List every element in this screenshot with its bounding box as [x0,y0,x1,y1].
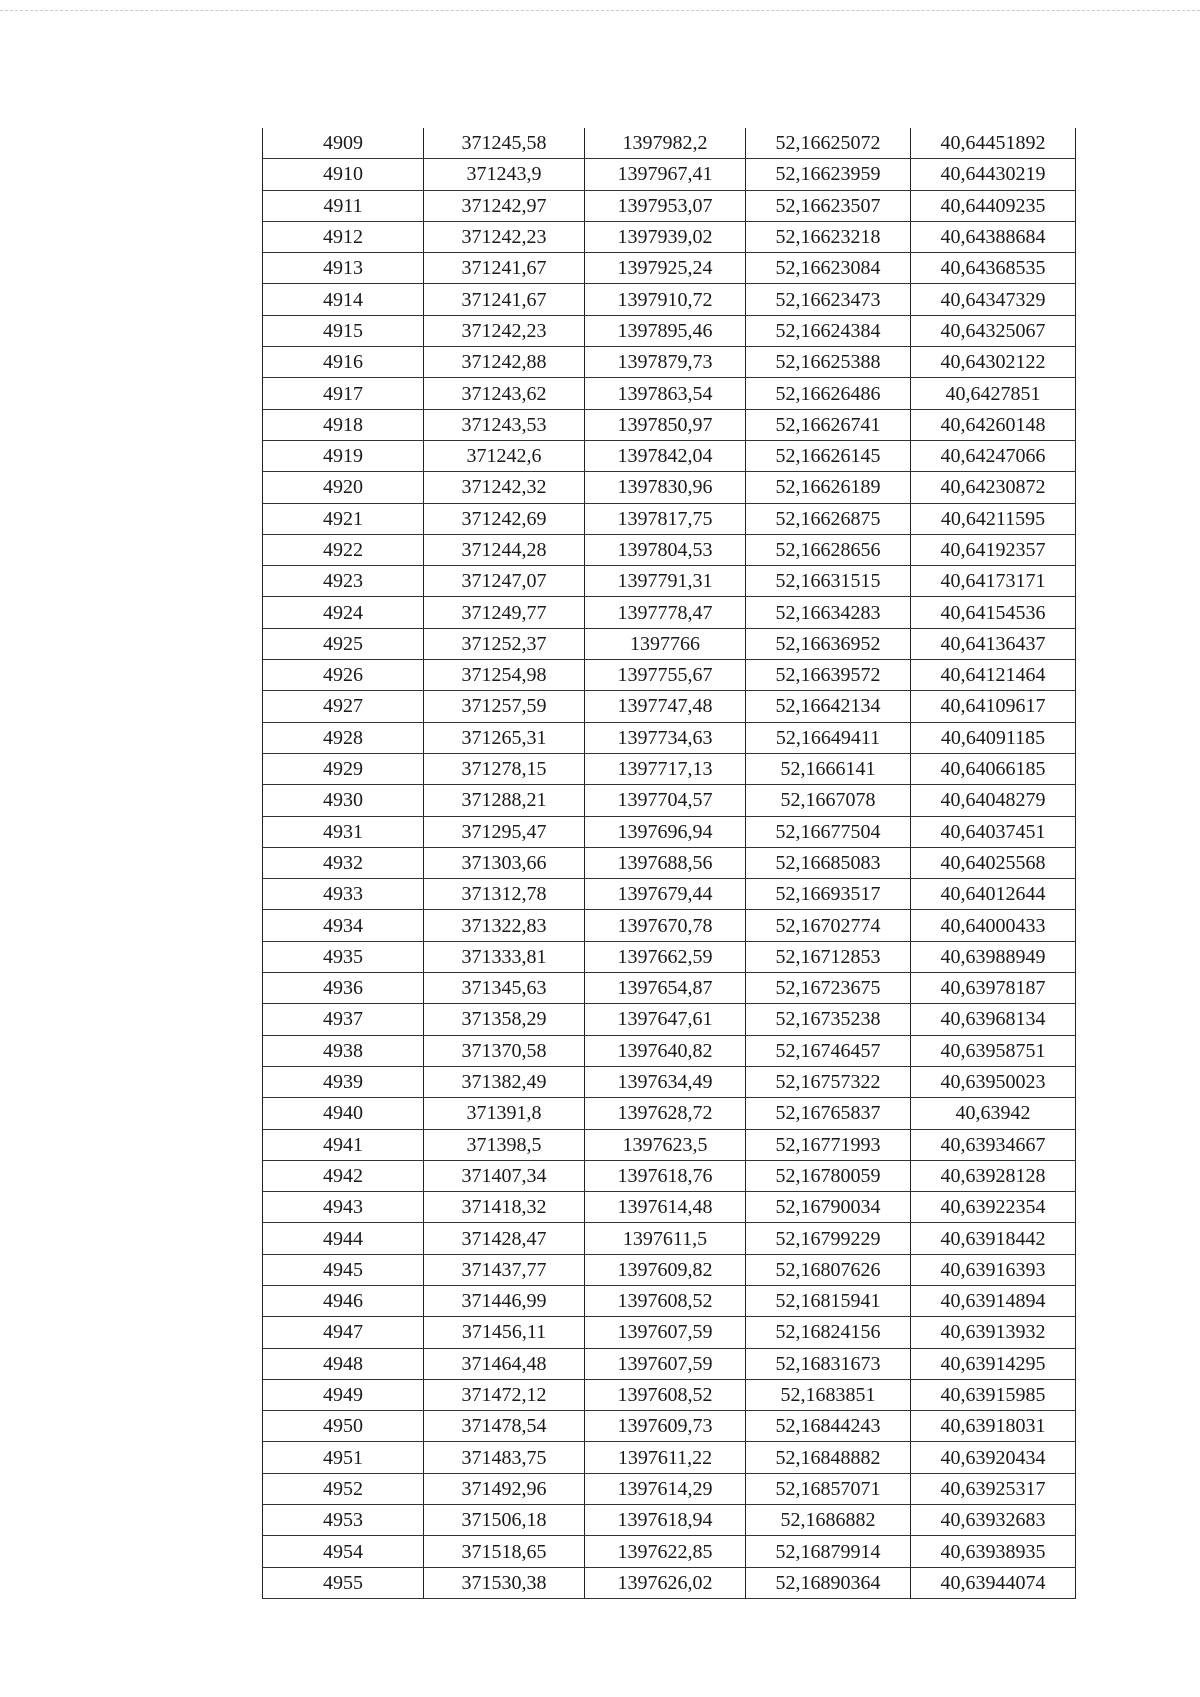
x-coordinate-cell: 371345,63 [424,973,585,1004]
longitude-cell: 40,63932683 [911,1505,1076,1536]
x-coordinate-cell: 371242,97 [424,190,585,221]
table-row [263,190,1076,221]
longitude-cell: 40,64192357 [911,534,1076,565]
point-number-cell: 4930 [263,785,424,816]
table-row [263,1442,1076,1473]
longitude-cell: 40,63914295 [911,1348,1076,1379]
latitude-cell: 52,16628656 [746,534,911,565]
x-coordinate-cell: 371242,23 [424,221,585,252]
latitude-cell: 52,16807626 [746,1254,911,1285]
latitude-cell: 52,16848882 [746,1442,911,1473]
longitude-cell: 40,63978187 [911,973,1076,1004]
point-number-cell: 4942 [263,1160,424,1191]
latitude-cell: 52,16712853 [746,941,911,972]
longitude-cell: 40,63988949 [911,941,1076,972]
x-coordinate-cell: 371530,38 [424,1567,585,1598]
x-coordinate-cell: 371245,58 [424,128,585,159]
longitude-cell: 40,64109617 [911,691,1076,722]
point-number-cell: 4950 [263,1411,424,1442]
latitude-cell: 52,16799229 [746,1223,911,1254]
y-coordinate-cell: 1397628,72 [585,1098,746,1129]
longitude-cell: 40,63934667 [911,1129,1076,1160]
point-number-cell: 4953 [263,1505,424,1536]
latitude-cell: 52,16623507 [746,190,911,221]
longitude-cell: 40,63968134 [911,1004,1076,1035]
x-coordinate-cell: 371446,99 [424,1285,585,1316]
point-number-cell: 4928 [263,722,424,753]
latitude-cell: 52,16844243 [746,1411,911,1442]
y-coordinate-cell: 1397647,61 [585,1004,746,1035]
point-number-cell: 4935 [263,941,424,972]
y-coordinate-cell: 1397717,13 [585,753,746,784]
table-row [263,941,1076,972]
y-coordinate-cell: 1397778,47 [585,597,746,628]
table-row [263,879,1076,910]
point-number-cell: 4917 [263,378,424,409]
point-number-cell: 4929 [263,753,424,784]
y-coordinate-cell: 1397622,85 [585,1536,746,1567]
latitude-cell: 52,16634283 [746,597,911,628]
y-coordinate-cell: 1397670,78 [585,910,746,941]
point-number-cell: 4948 [263,1348,424,1379]
longitude-cell: 40,63922354 [911,1192,1076,1223]
table-row [263,378,1076,409]
table-row [263,566,1076,597]
point-number-cell: 4912 [263,221,424,252]
table-row [263,253,1076,284]
table-row [263,1567,1076,1598]
y-coordinate-cell: 1397953,07 [585,190,746,221]
latitude-cell: 52,1686882 [746,1505,911,1536]
y-coordinate-cell: 1397939,02 [585,221,746,252]
y-coordinate-cell: 1397618,94 [585,1505,746,1536]
point-number-cell: 4945 [263,1254,424,1285]
table-row [263,503,1076,534]
latitude-cell: 52,16857071 [746,1473,911,1504]
x-coordinate-cell: 371464,48 [424,1348,585,1379]
table-row [263,1379,1076,1410]
x-coordinate-cell: 371492,96 [424,1473,585,1504]
latitude-cell: 52,16626189 [746,472,911,503]
x-coordinate-cell: 371278,15 [424,753,585,784]
latitude-cell: 52,16639572 [746,660,911,691]
point-number-cell: 4947 [263,1317,424,1348]
latitude-cell: 52,16623084 [746,253,911,284]
x-coordinate-cell: 371247,07 [424,566,585,597]
y-coordinate-cell: 1397982,2 [585,128,746,159]
latitude-cell: 52,1666141 [746,753,911,784]
y-coordinate-cell: 1397608,52 [585,1379,746,1410]
longitude-cell: 40,63913932 [911,1317,1076,1348]
table-row [263,472,1076,503]
point-number-cell: 4916 [263,347,424,378]
latitude-cell: 52,16824156 [746,1317,911,1348]
y-coordinate-cell: 1397696,94 [585,816,746,847]
latitude-cell: 52,16746457 [746,1035,911,1066]
latitude-cell: 52,1667078 [746,785,911,816]
latitude-cell: 52,16626145 [746,440,911,471]
latitude-cell: 52,16623473 [746,284,911,315]
y-coordinate-cell: 1397609,73 [585,1411,746,1442]
longitude-cell: 40,64154536 [911,597,1076,628]
latitude-cell: 52,16780059 [746,1160,911,1191]
point-number-cell: 4920 [263,472,424,503]
latitude-cell: 52,16757322 [746,1066,911,1097]
latitude-cell: 52,16790034 [746,1192,911,1223]
point-number-cell: 4941 [263,1129,424,1160]
scan-edge-line [0,10,1200,11]
longitude-cell: 40,64347329 [911,284,1076,315]
y-coordinate-cell: 1397925,24 [585,253,746,284]
longitude-cell: 40,64091185 [911,722,1076,753]
longitude-cell: 40,63942 [911,1098,1076,1129]
point-number-cell: 4939 [263,1066,424,1097]
y-coordinate-cell: 1397863,54 [585,378,746,409]
point-number-cell: 4946 [263,1285,424,1316]
table-row [263,1411,1076,1442]
point-number-cell: 4909 [263,128,424,159]
x-coordinate-cell: 371333,81 [424,941,585,972]
point-number-cell: 4955 [263,1567,424,1598]
x-coordinate-cell: 371391,8 [424,1098,585,1129]
longitude-cell: 40,6427851 [911,378,1076,409]
table-row [263,128,1076,159]
y-coordinate-cell: 1397611,22 [585,1442,746,1473]
point-number-cell: 4937 [263,1004,424,1035]
longitude-cell: 40,63944074 [911,1567,1076,1598]
longitude-cell: 40,63915985 [911,1379,1076,1410]
longitude-cell: 40,63918442 [911,1223,1076,1254]
point-number-cell: 4952 [263,1473,424,1504]
latitude-cell: 52,16636952 [746,628,911,659]
table-row [263,1317,1076,1348]
latitude-cell: 52,16693517 [746,879,911,910]
y-coordinate-cell: 1397614,29 [585,1473,746,1504]
point-number-cell: 4951 [263,1442,424,1473]
point-number-cell: 4944 [263,1223,424,1254]
latitude-cell: 52,16625388 [746,347,911,378]
longitude-cell: 40,64136437 [911,628,1076,659]
table-row [263,597,1076,628]
y-coordinate-cell: 1397640,82 [585,1035,746,1066]
x-coordinate-cell: 371418,32 [424,1192,585,1223]
longitude-cell: 40,64121464 [911,660,1076,691]
y-coordinate-cell: 1397755,67 [585,660,746,691]
x-coordinate-cell: 371249,77 [424,597,585,628]
longitude-cell: 40,64430219 [911,159,1076,190]
y-coordinate-cell: 1397817,75 [585,503,746,534]
point-number-cell: 4931 [263,816,424,847]
coordinates-table-body [263,128,1076,1598]
latitude-cell: 52,16623959 [746,159,911,190]
x-coordinate-cell: 371241,67 [424,284,585,315]
table-row [263,753,1076,784]
y-coordinate-cell: 1397910,72 [585,284,746,315]
longitude-cell: 40,64000433 [911,910,1076,941]
table-row [263,1160,1076,1191]
longitude-cell: 40,64037451 [911,816,1076,847]
y-coordinate-cell: 1397607,59 [585,1317,746,1348]
longitude-cell: 40,64247066 [911,440,1076,471]
table-row [263,973,1076,1004]
x-coordinate-cell: 371254,98 [424,660,585,691]
latitude-cell: 52,16771993 [746,1129,911,1160]
y-coordinate-cell: 1397895,46 [585,315,746,346]
x-coordinate-cell: 371407,34 [424,1160,585,1191]
x-coordinate-cell: 371483,75 [424,1442,585,1473]
x-coordinate-cell: 371242,32 [424,472,585,503]
x-coordinate-cell: 371478,54 [424,1411,585,1442]
x-coordinate-cell: 371243,53 [424,409,585,440]
table-row [263,785,1076,816]
latitude-cell: 52,16879914 [746,1536,911,1567]
point-number-cell: 4926 [263,660,424,691]
latitude-cell: 52,16642134 [746,691,911,722]
point-number-cell: 4954 [263,1536,424,1567]
point-number-cell: 4910 [263,159,424,190]
point-number-cell: 4934 [263,910,424,941]
longitude-cell: 40,64066185 [911,753,1076,784]
x-coordinate-cell: 371456,11 [424,1317,585,1348]
y-coordinate-cell: 1397614,48 [585,1192,746,1223]
x-coordinate-cell: 371518,65 [424,1536,585,1567]
y-coordinate-cell: 1397679,44 [585,879,746,910]
longitude-cell: 40,63916393 [911,1254,1076,1285]
table-row [263,315,1076,346]
point-number-cell: 4918 [263,409,424,440]
longitude-cell: 40,64025568 [911,847,1076,878]
longitude-cell: 40,64302122 [911,347,1076,378]
table-row [263,1505,1076,1536]
table-row [263,1254,1076,1285]
table-row [263,1066,1076,1097]
y-coordinate-cell: 1397618,76 [585,1160,746,1191]
longitude-cell: 40,63938935 [911,1536,1076,1567]
y-coordinate-cell: 1397626,02 [585,1567,746,1598]
y-coordinate-cell: 1397634,49 [585,1066,746,1097]
x-coordinate-cell: 371398,5 [424,1129,585,1160]
x-coordinate-cell: 371370,58 [424,1035,585,1066]
longitude-cell: 40,64211595 [911,503,1076,534]
y-coordinate-cell: 1397654,87 [585,973,746,1004]
table-row [263,284,1076,315]
table-row [263,1129,1076,1160]
longitude-cell: 40,63950023 [911,1066,1076,1097]
point-number-cell: 4940 [263,1098,424,1129]
longitude-cell: 40,63918031 [911,1411,1076,1442]
point-number-cell: 4943 [263,1192,424,1223]
point-number-cell: 4911 [263,190,424,221]
table-row [263,910,1076,941]
x-coordinate-cell: 371312,78 [424,879,585,910]
latitude-cell: 52,16890364 [746,1567,911,1598]
latitude-cell: 52,16626875 [746,503,911,534]
table-row [263,1473,1076,1504]
latitude-cell: 52,16626741 [746,409,911,440]
x-coordinate-cell: 371241,67 [424,253,585,284]
table-row [263,440,1076,471]
point-number-cell: 4914 [263,284,424,315]
latitude-cell: 52,16677504 [746,816,911,847]
table-row [263,1004,1076,1035]
table-row [263,1348,1076,1379]
point-number-cell: 4932 [263,847,424,878]
longitude-cell: 40,64451892 [911,128,1076,159]
y-coordinate-cell: 1397791,31 [585,566,746,597]
x-coordinate-cell: 371506,18 [424,1505,585,1536]
y-coordinate-cell: 1397607,59 [585,1348,746,1379]
x-coordinate-cell: 371257,59 [424,691,585,722]
x-coordinate-cell: 371303,66 [424,847,585,878]
point-number-cell: 4921 [263,503,424,534]
longitude-cell: 40,64173171 [911,566,1076,597]
x-coordinate-cell: 371243,62 [424,378,585,409]
x-coordinate-cell: 371428,47 [424,1223,585,1254]
latitude-cell: 52,16685083 [746,847,911,878]
longitude-cell: 40,64048279 [911,785,1076,816]
table-row [263,159,1076,190]
latitude-cell: 52,16649411 [746,722,911,753]
x-coordinate-cell: 371472,12 [424,1379,585,1410]
point-number-cell: 4924 [263,597,424,628]
x-coordinate-cell: 371358,29 [424,1004,585,1035]
table-row [263,1223,1076,1254]
x-coordinate-cell: 371322,83 [424,910,585,941]
y-coordinate-cell: 1397850,97 [585,409,746,440]
latitude-cell: 52,16723675 [746,973,911,1004]
x-coordinate-cell: 371437,77 [424,1254,585,1285]
table-row [263,628,1076,659]
y-coordinate-cell: 1397609,82 [585,1254,746,1285]
x-coordinate-cell: 371288,21 [424,785,585,816]
table-row [263,534,1076,565]
latitude-cell: 52,1683851 [746,1379,911,1410]
table-row [263,816,1076,847]
latitude-cell: 52,16631515 [746,566,911,597]
table-row [263,347,1076,378]
point-number-cell: 4919 [263,440,424,471]
x-coordinate-cell: 371242,6 [424,440,585,471]
longitude-cell: 40,64230872 [911,472,1076,503]
x-coordinate-cell: 371295,47 [424,816,585,847]
point-number-cell: 4925 [263,628,424,659]
table-row [263,221,1076,252]
x-coordinate-cell: 371265,31 [424,722,585,753]
latitude-cell: 52,16623218 [746,221,911,252]
x-coordinate-cell: 371382,49 [424,1066,585,1097]
longitude-cell: 40,64325067 [911,315,1076,346]
longitude-cell: 40,64260148 [911,409,1076,440]
point-number-cell: 4927 [263,691,424,722]
point-number-cell: 4936 [263,973,424,1004]
x-coordinate-cell: 371252,37 [424,628,585,659]
y-coordinate-cell: 1397879,73 [585,347,746,378]
latitude-cell: 52,16831673 [746,1348,911,1379]
point-number-cell: 4923 [263,566,424,597]
latitude-cell: 52,16815941 [746,1285,911,1316]
point-number-cell: 4938 [263,1035,424,1066]
table-row [263,1285,1076,1316]
x-coordinate-cell: 371242,23 [424,315,585,346]
longitude-cell: 40,63925317 [911,1473,1076,1504]
table-row [263,409,1076,440]
latitude-cell: 52,16626486 [746,378,911,409]
latitude-cell: 52,16765837 [746,1098,911,1129]
longitude-cell: 40,63958751 [911,1035,1076,1066]
y-coordinate-cell: 1397766 [585,628,746,659]
x-coordinate-cell: 371242,69 [424,503,585,534]
y-coordinate-cell: 1397704,57 [585,785,746,816]
table-row [263,1536,1076,1567]
table-row [263,660,1076,691]
latitude-cell: 52,16735238 [746,1004,911,1035]
y-coordinate-cell: 1397804,53 [585,534,746,565]
y-coordinate-cell: 1397967,41 [585,159,746,190]
longitude-cell: 40,64368535 [911,253,1076,284]
y-coordinate-cell: 1397688,56 [585,847,746,878]
point-number-cell: 4933 [263,879,424,910]
latitude-cell: 52,16702774 [746,910,911,941]
point-number-cell: 4913 [263,253,424,284]
y-coordinate-cell: 1397734,63 [585,722,746,753]
x-coordinate-cell: 371243,9 [424,159,585,190]
longitude-cell: 40,64388684 [911,221,1076,252]
longitude-cell: 40,64012644 [911,879,1076,910]
x-coordinate-cell: 371244,28 [424,534,585,565]
y-coordinate-cell: 1397608,52 [585,1285,746,1316]
longitude-cell: 40,63914894 [911,1285,1076,1316]
longitude-cell: 40,63928128 [911,1160,1076,1191]
longitude-cell: 40,63920434 [911,1442,1076,1473]
table-row [263,1098,1076,1129]
longitude-cell: 40,64409235 [911,190,1076,221]
y-coordinate-cell: 1397662,59 [585,941,746,972]
point-number-cell: 4922 [263,534,424,565]
y-coordinate-cell: 1397611,5 [585,1223,746,1254]
point-number-cell: 4915 [263,315,424,346]
table-row [263,722,1076,753]
table-row [263,691,1076,722]
x-coordinate-cell: 371242,88 [424,347,585,378]
table-row [263,1192,1076,1223]
latitude-cell: 52,16625072 [746,128,911,159]
table-row [263,1035,1076,1066]
latitude-cell: 52,16624384 [746,315,911,346]
y-coordinate-cell: 1397842,04 [585,440,746,471]
point-number-cell: 4949 [263,1379,424,1410]
table-row [263,847,1076,878]
coordinates-table [262,128,1076,1599]
y-coordinate-cell: 1397623,5 [585,1129,746,1160]
y-coordinate-cell: 1397830,96 [585,472,746,503]
y-coordinate-cell: 1397747,48 [585,691,746,722]
